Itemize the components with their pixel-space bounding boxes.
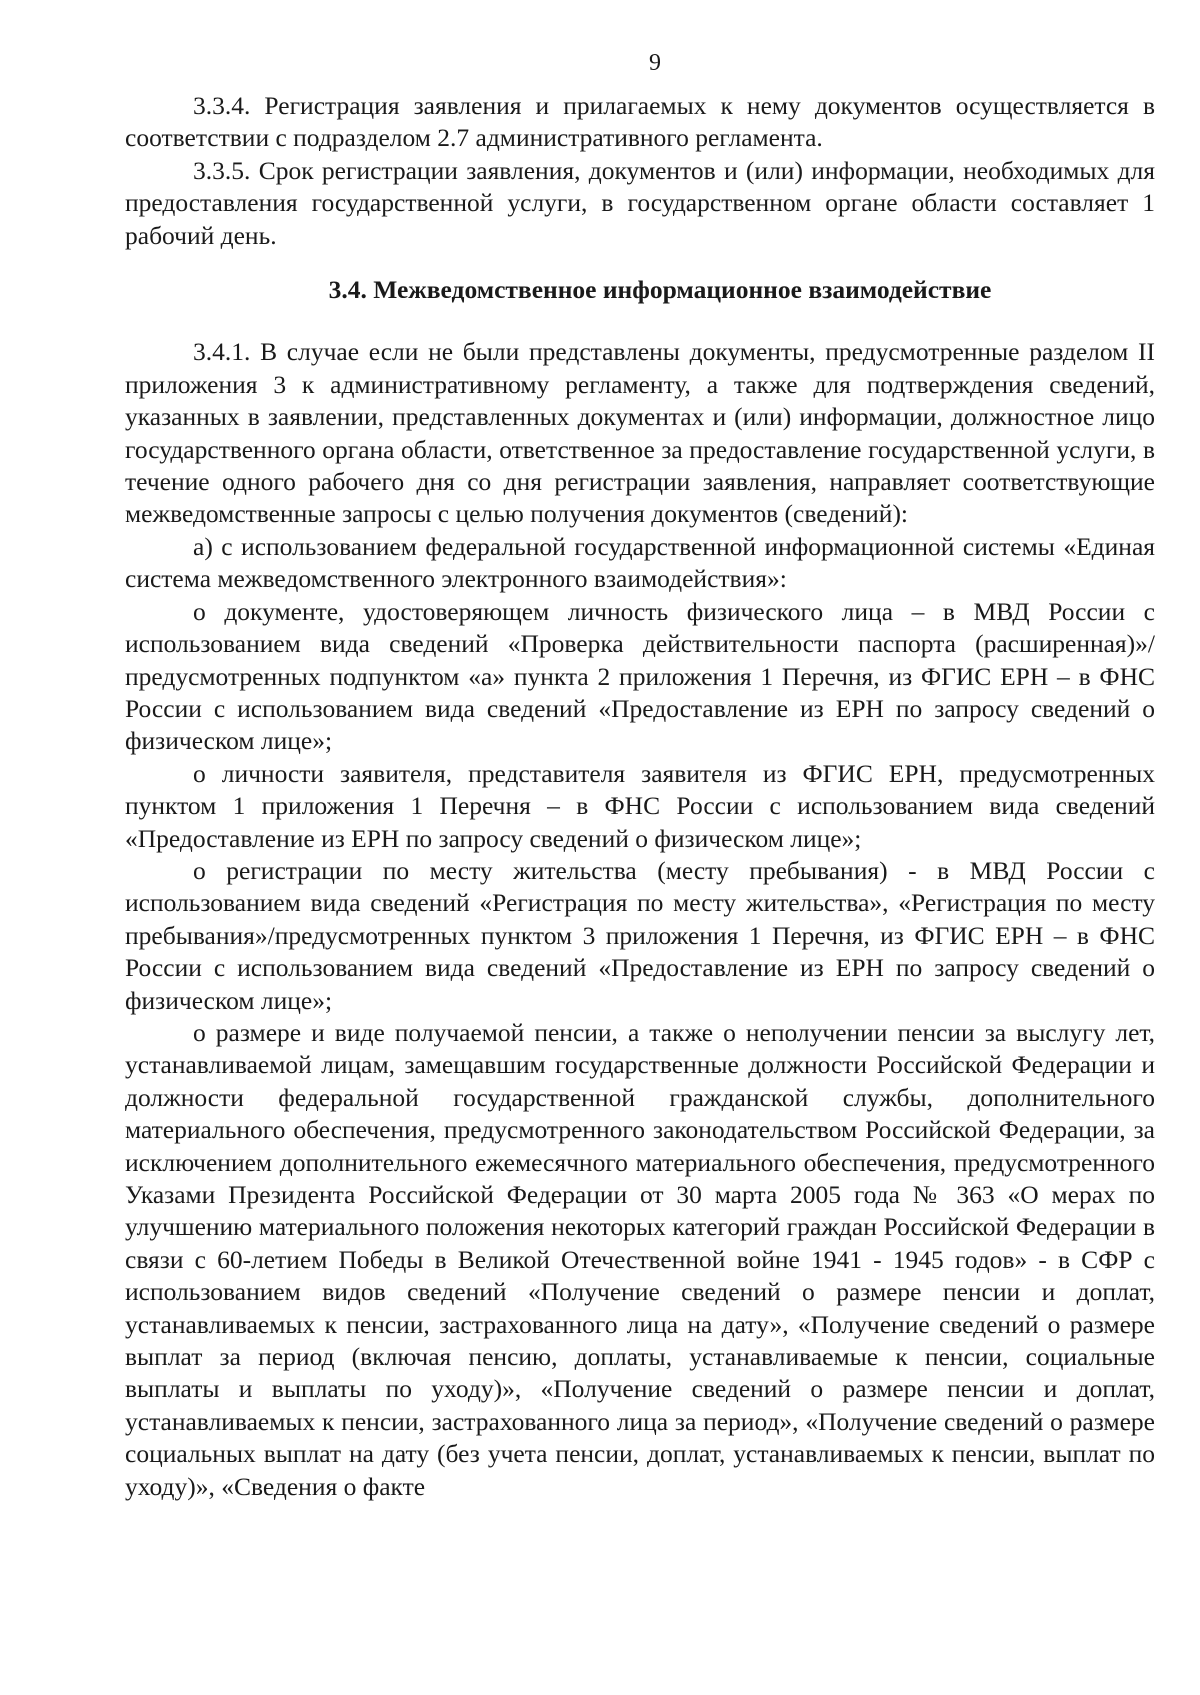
document-page (125, 48, 1155, 1503)
paragraph-residence-registration: о регистрации по месту жительства (месту пребывания) - в МВД России с использованием вида сведений «Регистрация по месту жительства», «Регистрация по месту пребывания»/предусмотренных пунктом 3 приложения 1 Перечня, из ФГИС ЕРН – в ФНС России с использованием вида сведений «Предоставление из ЕРН по запросу сведений о физическом лице»; (125, 855, 1155, 1015)
paragraph-item-a: а) с использованием федеральной государственной информационной системы «Единая система межведомственного электронного взаимодействия»: (125, 531, 1155, 594)
section-heading: 3.4. Межведомственное информационное взаимодействие (328, 275, 992, 305)
page-number: 9 (649, 50, 661, 76)
paragraph-3-4-1: 3.4.1. В случае если не были представлены документы, предусмотренные разделом II приложения 3 к административному регламенту, а также для подтверждения сведений, указанных в заявлении, представленных документах и (или) информации, должностное лицо государственного органа области, ответственное за предоставление государственной услуги, в течение одного рабочего дня со дня регистрации заявления, направляет соответствующие межведомственные запросы с целью получения документов (сведений): (125, 337, 1155, 529)
paragraph-applicant-identity: о личности заявителя, представителя заявителя из ФГИС ЕРН, предусмотренных пунктом 1 приложения 1 Перечня – в ФНС России с использованием вида сведений «Предоставление из ЕРН по запросу сведений о физическом лице»; (125, 758, 1155, 853)
paragraph-pension-info: о размере и виде получаемой пенсии, а также о неполучении пенсии за выслугу лет, устанавливаемой лицам, замещавшим государственные должности Российской Федерации и должности федеральной государственной гражданской службы, дополнительного материального обеспечения, предусмотренного законодательством Российской Федерации, за исключением дополнительного ежемесячного материального обеспечения, предусмотренного Указами Президента Российской Федерации от 30 марта 2005 года № 363 «О мерах по улучшению материального положения некоторых категорий граждан Российской Федерации в связи с 60-летием Победы в Великой Отечественной войне 1941 - 1945 годов» - в СФР с использованием видов сведений «Получение сведений о размере пенсии и доплат, устанавливаемых к пенсии, застрахованного лица на дату», «Получение сведений о размере выплат за период (включая пенсию, доплаты, устанавливаемые к пенсии, социальные выплаты и выплаты по уходу)», «Получение сведений о размере пенсии и доплат, устанавливаемых к пенсии, застрахованного лица за период», «Получение сведений о размере социальных выплат на дату (без учета пенсии, доплат, устанавливаемых к пенсии, выплат по уходу)», «Сведения о факте (125, 1017, 1155, 1501)
paragraph-3-3-4: 3.3.4. Регистрация заявления и прилагаемых к нему документов осуществляется в соответствии с подразделом 2.7 административного регламента. (125, 91, 1155, 153)
paragraph-3-3-5: 3.3.5. Срок регистрации заявления, документов и (или) информации, необходимых для предоставления государственной услуги, в государственном органе области составляет 1 рабочий день. (125, 155, 1155, 250)
paragraph-identity-document: о документе, удостоверяющем личность физического лица – в МВД России с использованием вида сведений «Проверка действительности паспорта (расширенная)»/предусмотренных подпунктом «а» пункта 2 приложения 1 Перечня, из ФГИС ЕРН – в ФНС России с использованием вида сведений «Предоставление из ЕРН по запросу сведений о физическом лице»; (125, 596, 1155, 756)
